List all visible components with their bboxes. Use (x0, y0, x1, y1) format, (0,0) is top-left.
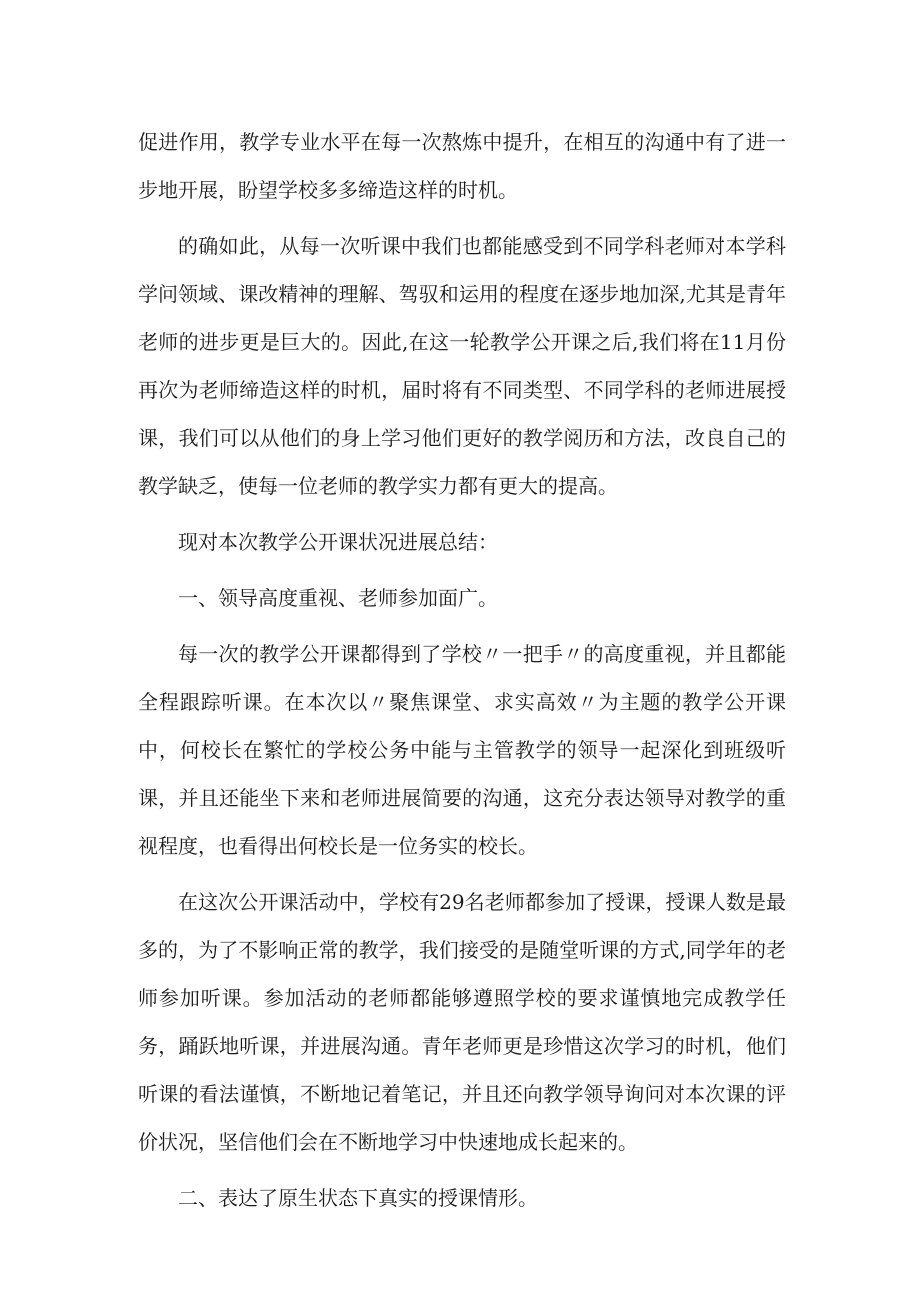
paragraph: 促进作用，教学专业水平在每一次熬炼中提升，在相互的沟通中有了进一步地开展，盼望学校多多缔造这样的时机。 (138, 130, 786, 202)
paragraph-gap (138, 1166, 786, 1174)
paragraph-gap (138, 214, 786, 222)
paragraph: 现对本次教学公开课状况进展总结： (178, 530, 498, 554)
section-heading: 二、表达了原生状态下真实的授课情形。 (178, 1186, 538, 1210)
paragraph: 的确如此，从每一次听课中我们也都能感受到不同学科老师对本学科学问领域、课改精神的理解、驾驭和运用的程度在逐步地加深,尤其是青年老师的进步更是巨大的。因此,在这一轮教学公开课之后,我们将在11月份再次为老师缔造这样的时机，届时将有不同类型、不同学科的老师进展授课，我们可以从他们的身上学习他们更好的教学阅历和方法，改良自己的教学缺乏，使每一位老师的教学实力都有更大的提高。 (138, 234, 786, 498)
paragraph-gap (138, 566, 786, 574)
paragraph: 在这次公开课活动中，学校有29名老师都参加了授课，授课人数是最多的，为了不影响正常的教学，我们接受的是随堂听课的方式,同学年的老师参加听课。参加活动的老师都能够遵照学校的要求谨慎地完成教学任务，踊跃地听课，并进展沟通。青年老师更是珍惜这次学习的时机，他们听课的看法谨慎，不断地记着笔记，并且还向教学领导询问对本次课的评价状况，坚信他们会在不断地学习中快速地成长起来的。 (138, 890, 786, 1154)
paragraph-gap (138, 510, 786, 518)
paragraph-gap (138, 622, 786, 630)
document-body (138, 118, 786, 1222)
paragraph: 每一次的教学公开课都得到了学校〃一把手〃的高度重视，并且都能全程跟踪听课。在本次以〃聚焦课堂、求实高效〃为主题的教学公开课中，何校长在繁忙的学校公务中能与主管教学的领导一起深化到班级听课，并且还能坐下来和老师进展简要的沟通，这充分表达领导对教学的重视程度，也看得出何校长是一位务实的校长。 (138, 642, 786, 858)
paragraph-gap (138, 870, 786, 878)
section-heading: 一、领导高度重视、老师参加面广。 (178, 586, 498, 610)
